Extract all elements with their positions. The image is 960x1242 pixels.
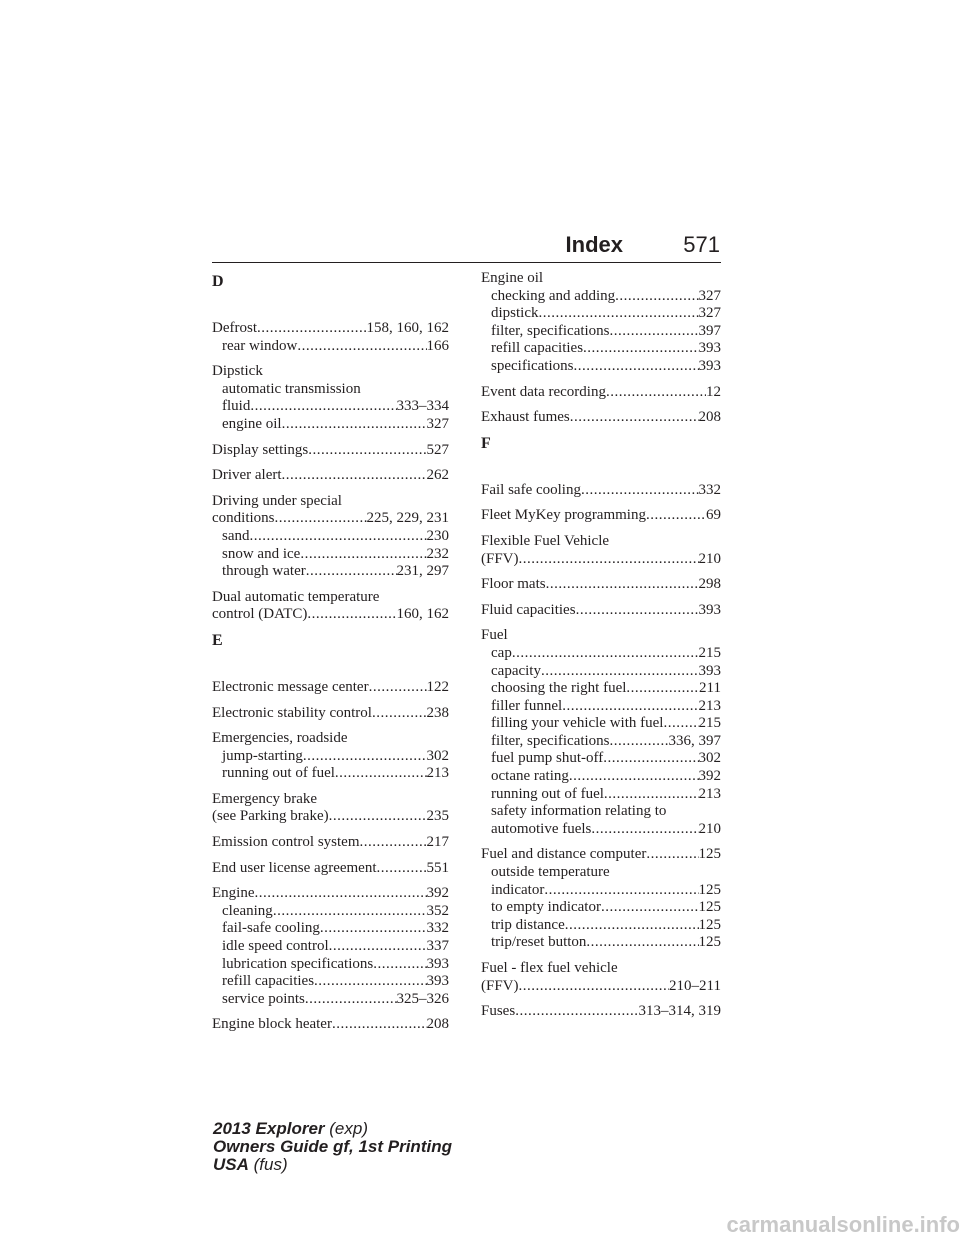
- index-entry: [212, 791, 449, 826]
- index-term: Dipstick: [212, 363, 263, 380]
- index-subentry: [212, 938, 449, 956]
- index-term: (FFV): [481, 977, 519, 994]
- index-subentry: [481, 340, 721, 358]
- page-reference: 527: [426, 441, 449, 458]
- index-entry: [481, 409, 721, 427]
- page-reference: 125: [698, 934, 721, 951]
- page-reference: 352: [426, 902, 449, 919]
- index-entry: [481, 482, 721, 500]
- index-line: [481, 627, 721, 645]
- index-subentry: [212, 338, 449, 356]
- index-subentry: [212, 416, 449, 434]
- dot-leader: [546, 576, 699, 594]
- dot-leader: [581, 482, 699, 500]
- dot-leader: [257, 320, 367, 338]
- index-term: filter, specifications: [491, 322, 610, 339]
- index-subentry: [212, 528, 449, 546]
- dot-leader: [335, 765, 427, 783]
- index-line: [481, 384, 721, 402]
- index-term: Dual automatic temperature: [212, 588, 380, 605]
- index-subentry: [481, 821, 721, 839]
- index-entry: [212, 363, 449, 433]
- index-term: rear window: [222, 337, 298, 354]
- page-reference: 125: [698, 916, 721, 933]
- index-term: sand: [222, 527, 250, 544]
- index-term: octane rating: [491, 768, 569, 785]
- index-term: cleaning: [222, 902, 273, 919]
- dot-leader: [576, 602, 699, 620]
- index-entry: [481, 507, 721, 525]
- index-subentry: [212, 903, 449, 921]
- index-line: [481, 482, 721, 500]
- index-line: [481, 507, 721, 525]
- index-term: Driver alert: [212, 467, 282, 484]
- page-reference: 337: [426, 938, 449, 955]
- page-reference: 232: [426, 545, 449, 562]
- dot-leader: [539, 305, 699, 323]
- index-term: Fleet MyKey programming: [481, 507, 646, 524]
- index-subentry: [212, 973, 449, 991]
- index-line: [481, 576, 721, 594]
- index-term: Flexible Fuel Vehicle: [481, 532, 610, 549]
- page-reference: 327: [698, 305, 721, 322]
- section-letter: D: [212, 273, 224, 290]
- index-subentry: [481, 698, 721, 716]
- dot-leader: [320, 920, 427, 938]
- dot-leader: [369, 679, 427, 697]
- index-entry: [481, 270, 721, 376]
- page-reference: 392: [426, 885, 449, 902]
- page-reference: 302: [426, 747, 449, 764]
- index-subentry: [481, 680, 721, 698]
- index-term: through water: [222, 563, 306, 580]
- footer-line-1: [213, 1120, 452, 1138]
- page-number: 571: [683, 232, 720, 257]
- section-letter: F: [481, 434, 491, 452]
- index-term: automatic transmission: [222, 380, 361, 397]
- footer-market-code: (fus): [253, 1155, 288, 1174]
- page-reference: 397: [698, 322, 721, 339]
- index-line: [212, 589, 449, 607]
- section-letter: E: [212, 631, 223, 649]
- page-reference: 325–326: [396, 990, 449, 1007]
- index-line: [212, 679, 449, 697]
- index-line: [212, 791, 449, 809]
- page-reference: 213: [426, 765, 449, 782]
- index-column-right: [481, 270, 721, 1029]
- index-term: snow and ice: [222, 545, 301, 562]
- index-term: dipstick: [491, 305, 539, 322]
- index-term: (FFV): [481, 550, 519, 567]
- dot-leader: [626, 680, 699, 698]
- index-term: jump-starting: [222, 747, 303, 764]
- page-reference: 210–211: [669, 977, 721, 994]
- index-term: Defrost: [212, 320, 257, 336]
- dot-leader: [329, 938, 427, 956]
- dot-leader: [604, 786, 699, 804]
- dot-leader: [297, 338, 426, 356]
- dot-leader: [610, 733, 669, 751]
- page-reference: 393: [698, 662, 721, 679]
- dot-leader: [573, 358, 698, 376]
- page-reference: 336, 397: [668, 732, 721, 749]
- index-term: choosing the right fuel: [491, 680, 627, 697]
- page-reference: 211: [699, 680, 721, 697]
- index-line: [212, 808, 449, 826]
- index-term: End user license agreement: [212, 859, 377, 876]
- footer: [213, 1120, 452, 1174]
- index-subentry: [212, 956, 449, 974]
- index-line: [212, 606, 449, 624]
- index-line: [212, 885, 449, 903]
- page-reference: 215: [698, 715, 721, 732]
- index-subentry: [212, 398, 449, 416]
- index-term: checking and adding: [491, 287, 616, 304]
- index-subentry: [212, 920, 449, 938]
- index-term: running out of fuel: [222, 765, 335, 782]
- page-reference: 208: [698, 409, 721, 426]
- dot-leader: [565, 917, 699, 935]
- dot-leader: [586, 934, 698, 952]
- page-reference: 302: [698, 750, 721, 767]
- index-entry: [481, 627, 721, 838]
- index-entry: [212, 442, 449, 460]
- page-reference: 160, 162: [396, 606, 449, 623]
- index-term: filter, specifications: [491, 732, 610, 749]
- index-term: Fuel - flex fuel vehicle: [481, 960, 618, 976]
- index-term: Fuel: [481, 627, 508, 644]
- footer-model: 2013 Explorer: [213, 1119, 325, 1138]
- page-reference: 158, 160, 162: [366, 320, 449, 336]
- index-entry: [481, 576, 721, 594]
- page-reference: 230: [426, 527, 449, 544]
- index-entry: [212, 885, 449, 1008]
- index-subentry: [481, 663, 721, 681]
- dot-leader: [306, 563, 397, 581]
- index-term: Fuel and distance computer: [481, 846, 647, 863]
- index-line: [212, 320, 449, 338]
- dot-leader: [646, 846, 698, 864]
- index-term: Event data recording: [481, 383, 606, 400]
- dot-leader: [314, 973, 426, 991]
- index-line: [481, 270, 721, 288]
- index-term: lubrication specifications: [222, 955, 374, 972]
- index-term: refill capacities: [491, 340, 584, 357]
- dot-leader: [544, 882, 698, 900]
- dot-leader: [610, 323, 699, 341]
- dot-leader: [282, 416, 427, 434]
- index-term: fuel pump shut-off: [491, 750, 604, 767]
- page-reference: 393: [426, 973, 449, 990]
- index-subentry: [212, 765, 449, 783]
- index-term: specifications: [491, 357, 574, 374]
- index-line: [212, 363, 449, 381]
- index-entry: [212, 679, 449, 697]
- dot-leader: [603, 750, 698, 768]
- index-term: automotive fuels: [491, 820, 592, 837]
- dot-leader: [273, 903, 427, 921]
- index-term: service points: [222, 990, 305, 1007]
- index-term: Exhaust fumes: [481, 409, 570, 426]
- index-line: [481, 846, 721, 864]
- index-line: [481, 409, 721, 427]
- dot-leader: [512, 645, 699, 663]
- page-reference: 122: [426, 678, 449, 695]
- dot-leader: [329, 808, 427, 826]
- page-reference: 225, 229, 231: [366, 510, 449, 527]
- index-subentry: [481, 917, 721, 935]
- index-entry: [212, 467, 449, 485]
- index-line: [481, 978, 721, 996]
- page-title: Index: [565, 232, 623, 257]
- footer-guide: Owners Guide gf, 1st Printing: [213, 1137, 452, 1156]
- page-reference: 125: [698, 881, 721, 898]
- dot-leader: [519, 551, 699, 569]
- dot-leader: [360, 834, 427, 852]
- index-line: [481, 1003, 721, 1021]
- index-line: [212, 860, 449, 878]
- index-entry: [481, 1003, 721, 1021]
- index-entry: [212, 589, 449, 624]
- index-term: fluid: [222, 398, 251, 415]
- dot-leader: [562, 698, 698, 716]
- index-entry: [212, 320, 449, 355]
- index-subentry: [481, 750, 721, 768]
- index-entry: [481, 960, 721, 995]
- index-term: Engine oil: [481, 270, 544, 286]
- page-reference: 327: [426, 415, 449, 432]
- dot-leader: [601, 899, 699, 917]
- index-entry: [212, 834, 449, 852]
- dot-leader: [373, 956, 426, 974]
- dot-leader: [303, 748, 427, 766]
- dot-leader: [519, 978, 670, 996]
- index-entry: [212, 493, 449, 581]
- page-reference: 69: [706, 507, 721, 524]
- page-reference: 392: [698, 768, 721, 785]
- page-reference: 166: [426, 337, 449, 354]
- dot-leader: [591, 821, 698, 839]
- page-reference: 210: [698, 550, 721, 567]
- index-column-left: [212, 270, 449, 1042]
- index-entry: [212, 1016, 449, 1034]
- page-reference: 238: [426, 704, 449, 721]
- index-subentry: [481, 803, 721, 821]
- index-entry: [481, 846, 721, 952]
- index-term: filling your vehicle with fuel: [491, 715, 664, 732]
- index-term: Emission control system: [212, 834, 360, 851]
- index-entry: [212, 860, 449, 878]
- index-line: [212, 730, 449, 748]
- dot-leader: [583, 340, 698, 358]
- index-subentry: [481, 305, 721, 323]
- index-line: [212, 510, 449, 528]
- page-reference: 393: [698, 340, 721, 357]
- index-term: trip distance: [491, 916, 565, 933]
- footer-market: USA: [213, 1155, 249, 1174]
- index-term: Fuses: [481, 1003, 516, 1020]
- page-reference: 125: [698, 899, 721, 916]
- index-term: Floor mats: [481, 576, 546, 593]
- page-reference: 327: [698, 287, 721, 304]
- index-term: conditions: [212, 510, 275, 527]
- dot-leader: [282, 467, 427, 485]
- index-term: Emergencies, roadside: [212, 730, 348, 747]
- page-reference: 208: [426, 1016, 449, 1033]
- dot-leader: [250, 398, 396, 416]
- index-subentry: [481, 934, 721, 952]
- footer-model-code: (exp): [329, 1119, 368, 1138]
- index-line: [212, 834, 449, 852]
- index-term: running out of fuel: [491, 785, 604, 802]
- index-line: [481, 602, 721, 620]
- dot-leader: [305, 991, 397, 1009]
- index-subentry: [481, 768, 721, 786]
- index-entry: [212, 705, 449, 723]
- index-term: idle speed control: [222, 938, 329, 955]
- index-term: filler funnel: [491, 697, 563, 714]
- index-term: Electronic stability control: [212, 704, 372, 721]
- dot-leader: [515, 1003, 638, 1021]
- dot-leader: [332, 1016, 427, 1034]
- dot-leader: [569, 768, 699, 786]
- dot-leader: [606, 384, 706, 402]
- dot-leader: [663, 715, 698, 733]
- dot-leader: [541, 663, 699, 681]
- page-reference: 393: [426, 955, 449, 972]
- index-line: [212, 1016, 449, 1034]
- index-line: [481, 533, 721, 551]
- page-reference: 551: [426, 859, 449, 876]
- index-subentry: [481, 358, 721, 376]
- index-line: [212, 493, 449, 511]
- index-term: safety information relating to: [491, 803, 667, 820]
- page-reference: 231, 297: [396, 563, 449, 580]
- page-reference: 125: [698, 846, 721, 863]
- index-subentry: [481, 882, 721, 900]
- index-subentry: [481, 733, 721, 751]
- page-header: [212, 232, 720, 260]
- index-line: [212, 442, 449, 460]
- index-term: (see Parking brake): [212, 808, 329, 825]
- dot-leader: [300, 546, 426, 564]
- index-subentry: [212, 748, 449, 766]
- index-term: outside temperature: [491, 864, 610, 881]
- dot-leader: [307, 606, 396, 624]
- index-entry: [481, 384, 721, 402]
- index-line: [212, 705, 449, 723]
- index-subentry: [481, 864, 721, 882]
- dot-leader: [255, 885, 427, 903]
- index-term: trip/reset button: [491, 934, 587, 951]
- index-line: [212, 467, 449, 485]
- index-entry: [481, 602, 721, 620]
- index-term: fail-safe cooling: [222, 920, 320, 937]
- page-reference: 332: [426, 920, 449, 937]
- index-term: refill capacities: [222, 973, 315, 990]
- index-subentry: [481, 786, 721, 804]
- index-term: control (DATC): [212, 606, 308, 623]
- dot-leader: [615, 288, 698, 306]
- page-reference: 215: [698, 644, 721, 661]
- page-reference: 213: [698, 697, 721, 714]
- page-reference: 298: [698, 576, 721, 593]
- index-term: Emergency brake: [212, 790, 318, 807]
- page-reference: 313–314, 319: [638, 1003, 721, 1020]
- index-subentry: [212, 546, 449, 564]
- index-term: engine oil: [222, 415, 282, 432]
- index-line: [481, 551, 721, 569]
- footer-line-3: [213, 1156, 452, 1174]
- page-reference: 210: [698, 820, 721, 837]
- dot-leader: [372, 705, 427, 723]
- page-reference: 393: [698, 601, 721, 618]
- index-line: [481, 960, 721, 978]
- index-term: cap: [491, 644, 512, 661]
- dot-leader: [275, 510, 367, 528]
- header-rule: [212, 262, 721, 263]
- index-subentry: [212, 381, 449, 399]
- index-term: Driving under special: [212, 492, 342, 509]
- page-reference: 332: [698, 481, 721, 498]
- index-term: Engine block heater: [212, 1016, 332, 1033]
- dot-leader: [250, 528, 427, 546]
- index-term: Electronic message center: [212, 678, 369, 695]
- index-term: Fluid capacities: [481, 601, 576, 618]
- index-term: Display settings: [212, 441, 309, 458]
- page-reference: 393: [698, 357, 721, 374]
- index-term: capacity: [491, 662, 541, 679]
- page-reference: 12: [706, 383, 721, 400]
- index-subentry: [481, 288, 721, 306]
- index-term: indicator: [491, 881, 545, 898]
- dot-leader: [377, 860, 427, 878]
- index-subentry: [481, 323, 721, 341]
- index-entry: [481, 533, 721, 568]
- index-entry: [212, 730, 449, 783]
- index-term: Fail safe cooling: [481, 481, 581, 498]
- index-subentry: [481, 645, 721, 663]
- index-subentry: [212, 991, 449, 1009]
- dot-leader: [308, 442, 426, 460]
- index-subentry: [481, 899, 721, 917]
- index-subentry: [212, 563, 449, 581]
- index-term: Engine: [212, 885, 255, 902]
- index-term: to empty indicator: [491, 899, 601, 916]
- dot-leader: [646, 507, 706, 525]
- page-reference: 262: [426, 467, 449, 484]
- page-reference: 213: [698, 785, 721, 802]
- watermark: carmanualsonline.info: [726, 1212, 960, 1237]
- dot-leader: [570, 409, 699, 427]
- page-reference: 235: [426, 808, 449, 825]
- page-reference: 217: [426, 834, 449, 851]
- page-reference: 333–334: [396, 398, 449, 415]
- index-subentry: [481, 715, 721, 733]
